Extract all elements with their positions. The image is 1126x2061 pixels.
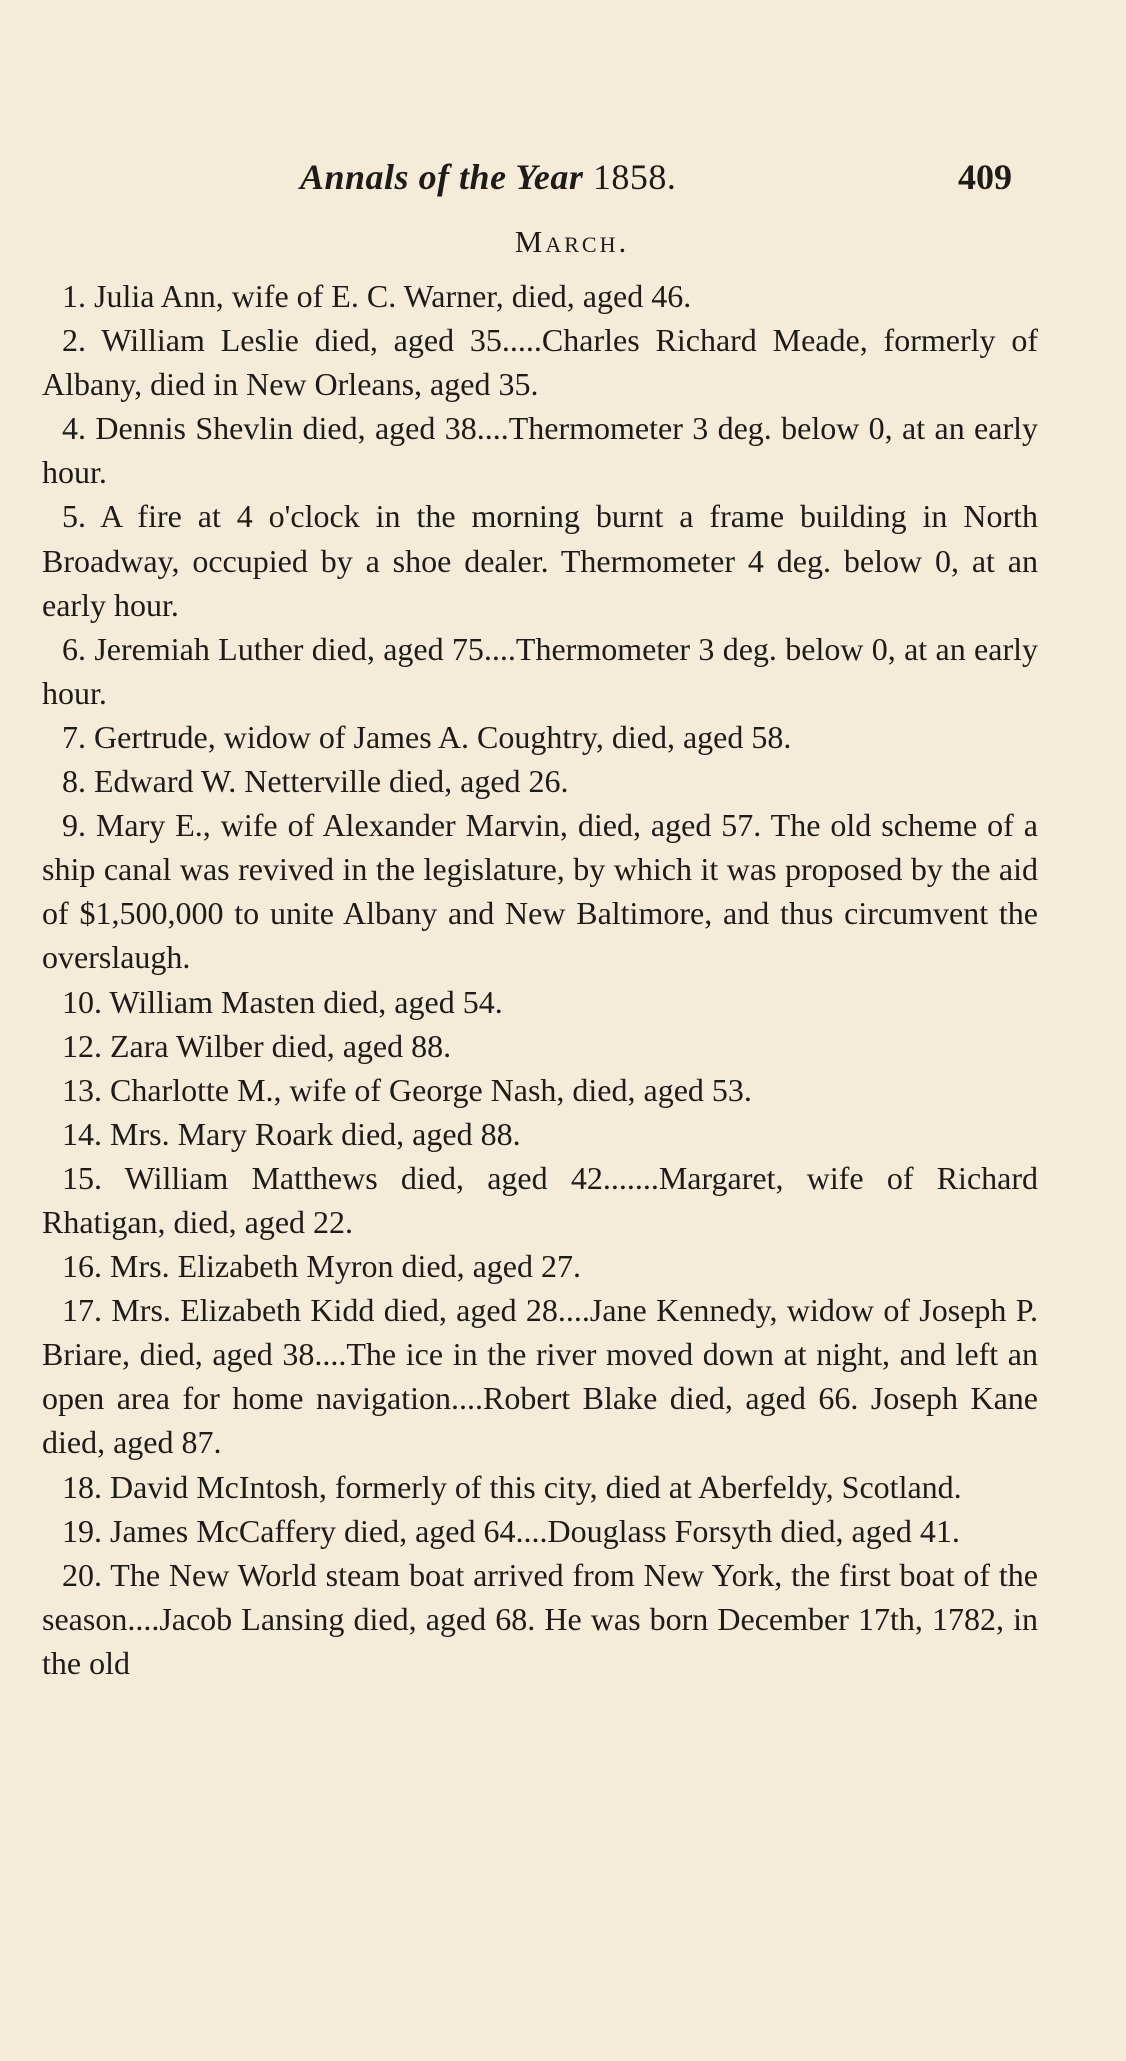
page-content <box>42 150 1042 1685</box>
page-number: 409 <box>958 157 1012 197</box>
entry: 6. Jeremiah Luther died, aged 75....Thermometer 3 deg. below 0, at an early hour. <box>42 630 1038 711</box>
entry: 17. Mrs. Elizabeth Kidd died, aged 28....Jane Kennedy, widow of Joseph P. Briare, died, aged 38....The ice in the river moved down at night, and left an open area for home navigation....Robert Blake died, aged 66. Joseph Kane died, aged 87. <box>42 1292 1038 1461</box>
entry: 5. A fire at 4 o'clock in the morning burnt a frame building in North Broadway, occupied by a shoe dealer. Thermometer 4 deg. below 0, at an early hour. <box>42 498 1038 623</box>
entry: 12. Zara Wilber died, aged 88. <box>62 1027 452 1064</box>
entry: 10. William Masten died, aged 54. <box>62 983 503 1020</box>
entry: 4. Dennis Shevlin died, aged 38....Thermometer 3 deg. below 0, at an early hour. <box>42 410 1038 491</box>
entry: 2. William Leslie died, aged 35.....Charles Richard Meade, formerly of Albany, died in New Orleans, aged 35. <box>42 322 1038 403</box>
entry: 14. Mrs. Mary Roark died, aged 88. <box>62 1115 521 1152</box>
entries-list <box>42 274 1038 1685</box>
entry: 1. Julia Ann, wife of E. C. Warner, died, aged 46. <box>62 278 692 314</box>
entry: 7. Gertrude, widow of James A. Coughtry, died, aged 58. <box>62 718 792 755</box>
running-title-text: Annals of the Year <box>300 157 584 197</box>
section-title: March. <box>514 224 630 259</box>
entry: 18. David McIntosh, formerly of this city, died at Aberfeldy, Scotland. <box>62 1468 962 1505</box>
entry: 13. Charlotte M., wife of George Nash, died, aged 53. <box>62 1071 752 1108</box>
entry: 19. James McCaffery died, aged 64....Douglass Forsyth died, aged 41. <box>62 1512 960 1549</box>
entry: 15. William Matthews died, aged 42.......Margaret, wife of Richard Rhatigan, died, aged 22. <box>42 1159 1038 1240</box>
running-title <box>300 156 676 198</box>
running-title-year: 1858. <box>592 157 677 197</box>
running-head <box>42 150 1042 206</box>
entry: 8. Edward W. Netterville died, aged 26. <box>62 763 569 800</box>
entry: 9. Mary E., wife of Alexander Marvin, died, aged 57. The old scheme of a ship canal was revived in the legislature, by which it was proposed by the aid of $1,500,000 to unite Albany and New Baltimore, and thus circumvent the overslaugh. <box>42 807 1038 976</box>
entry: 16. Mrs. Elizabeth Myron died, aged 27. <box>62 1248 581 1285</box>
entry: 20. The New World steam boat arrived from New York, the first boat of the season....Jacob Lansing died, aged 68. He was born December 17th, 1782, in the old <box>42 1556 1038 1681</box>
